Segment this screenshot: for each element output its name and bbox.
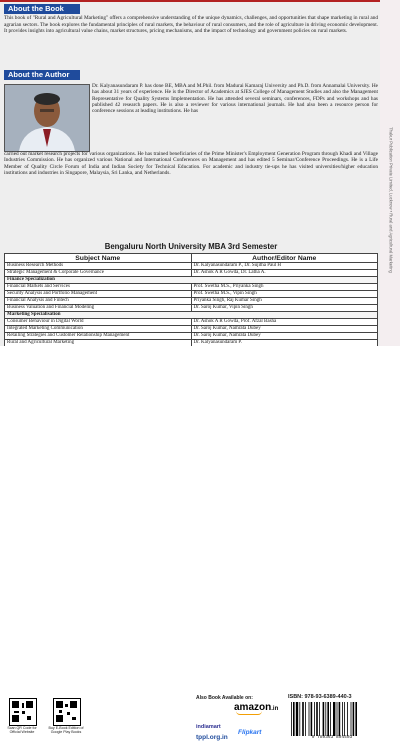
subject-cell: Strategic Management & Corporate Governance — [5, 270, 192, 277]
table-row — [5, 263, 378, 270]
barcode-bar — [337, 702, 338, 736]
table-row — [5, 284, 378, 291]
author-cell: Dr. Saroj Kumar, Namrata Dubey — [191, 333, 378, 340]
specialisation-row — [5, 277, 378, 284]
author-cell: Prof. Swetha M.S., Vipin Singh — [191, 291, 378, 298]
about-book-heading: About the Book — [4, 4, 80, 14]
author-cell: Dr. Ashok A R Gowda, Dr. Latha A. — [191, 270, 378, 277]
about-book-text: This book of "Rural and Agricultural Marketing" offers a comprehensive understanding of the unique dynamics, challenges, and opportunities that shape marketing in rural and agrarian sectors. The book explores the fundamental principles of rural markets, the behaviour of rural consumers, and the role of agriculture in driving economic development. It provides insights into agricultural value chains, market structures, pricing mechanisms, and the impact of technology and government policies on rural markets. — [4, 15, 378, 35]
subject-cell: Retailing Strategies and Customer Relationship Management — [5, 333, 192, 340]
barcode-icon — [290, 702, 374, 736]
specialisation-row — [5, 312, 378, 319]
barcode-bar — [314, 702, 315, 736]
about-author-heading: About the Author — [4, 70, 80, 80]
barcode-bar — [325, 702, 326, 736]
barcode-bar — [353, 702, 355, 736]
author-column-header: Author/Editor Name — [191, 254, 378, 263]
table-row — [5, 333, 378, 340]
subject-column-header: Subject Name — [5, 254, 192, 263]
author-bio-top: Dr. Kalyanasundaram P. has done BE, MBA and M.Phil. from Madurai Kamaraj University and Ph.D. from Annamalai University. He has about 31 years of experience. He is the Director of Academics at SJES College of Management Studies and also the Management Representative for Quality Systems Implementation. He has attended several seminars, conferences, FDPs and workshops and has published 42 research papers. He is also a reviewer for various international journals. He had also been a resource person for conference sessions at leading institutions. He has — [92, 83, 378, 115]
author-cell: Dr. Ashok A R Gowda, Prof. Afzal Basha — [191, 319, 378, 326]
barcode-bar — [299, 702, 300, 736]
flipkart-wordmark: Flipkart — [238, 729, 262, 736]
barcode-bar — [311, 702, 313, 736]
author-cell: Dr. Saroj Kumar, Vipin Singh — [191, 305, 378, 312]
amazon-logo[interactable] — [234, 702, 278, 715]
barcode-bar — [344, 702, 345, 736]
ebook-qr-code[interactable] — [53, 698, 81, 726]
table-title: Bengaluru North University MBA 3rd Semester — [104, 242, 278, 251]
barcode-bar — [296, 702, 298, 736]
tppl-link[interactable]: tppl.org.in — [196, 734, 228, 741]
subject-cell: Integrated Marketing Communication — [5, 326, 192, 333]
indiamart-logo[interactable] — [196, 724, 221, 730]
author-bio-bottom: carried out market research projects for various organizations. He has trained beneficiaries of the Prime Minister's Employment Generation Program through Khadi and Village Industries Commission. He has organized various National and International Conferences on Management and has edited 5 Seminar/Conference Proceedings. He is a Life Member of Quality Circle Forum of India and Indian Society for Technical Education. For academic and industry tie-ups he has visited universities/higher education institutions and industries in Singapore, Malaysia, Sri Lanka, and Netherlands. — [4, 151, 378, 176]
ebook-qr-label: Buy E-Book Edition of Google Play Books — [48, 726, 84, 734]
author-portrait-icon — [5, 85, 89, 151]
barcode-bar — [339, 702, 341, 736]
subject-cell: Consumer Behaviour in Digital World — [5, 319, 192, 326]
table-header-row — [5, 254, 378, 263]
barcode-bar — [342, 702, 343, 736]
also-available-text: Also Book Available on: — [196, 695, 253, 701]
author-photo — [4, 84, 90, 152]
barcode-bar — [355, 702, 357, 736]
author-cell: Dr. Saroj Kumar, Namrata Dubey — [191, 326, 378, 333]
subject-cell: Security Analysis and Portfolio Management — [5, 291, 192, 298]
author-cell: Priyanka Singh, Raj Kumar Singh — [191, 298, 378, 305]
barcode-bar — [327, 702, 329, 736]
website-qr-code[interactable] — [9, 698, 37, 726]
specialisation-label: Finance Specialization — [5, 277, 378, 284]
table-row — [5, 319, 378, 326]
table-row — [5, 291, 378, 298]
author-cell: Dr. Kalyanasundaram P., Dr. Sujitha Paul H — [191, 263, 378, 270]
footer — [0, 346, 400, 741]
isbn-text: ISBN: 978-93-6389-440-3 — [288, 694, 352, 700]
barcode-number: 9 789363 894403 — [311, 735, 353, 740]
barcode-bar — [351, 702, 352, 736]
barcode-bar — [330, 702, 331, 736]
table-row — [5, 326, 378, 333]
barcode-bar — [302, 702, 304, 736]
author-cell: Dr. Kalyanasundaram P. — [191, 340, 378, 347]
barcode-bar — [291, 702, 292, 736]
barcode-bar — [316, 702, 318, 736]
indiamart-wordmark: indiamart — [196, 724, 221, 730]
subject-cell: Rural and Agricultural Marketing — [5, 340, 192, 347]
barcode-bar — [305, 702, 306, 736]
barcode-bar — [309, 702, 310, 736]
amazon-wordmark: amazon — [234, 702, 272, 713]
subject-cell: Financial Analysis and Fintech — [5, 298, 192, 305]
barcode-bar — [347, 702, 348, 736]
author-cell: Prof. Swetha M.S., Priyanka Singh — [191, 284, 378, 291]
barcode-bar — [323, 702, 325, 736]
specialisation-label: Marketing Specialisation — [5, 312, 378, 319]
flipkart-logo[interactable] — [238, 729, 261, 736]
barcode-bar — [293, 702, 295, 736]
website-qr-label: Scan QR Code for Official Website — [7, 726, 37, 734]
table-row — [5, 270, 378, 277]
table-row — [5, 305, 378, 312]
subject-cell: Business Valuation and Financial Modeling — [5, 305, 192, 312]
spine-text: Thakur Publication Private Limited, Lucknow • Rural and Agricultural Marketing — [388, 127, 394, 273]
subject-cell: Financial Markets and Services — [5, 284, 192, 291]
amazon-suffix: .in — [271, 706, 279, 712]
table-row — [5, 298, 378, 305]
barcode-bar — [333, 702, 335, 736]
subject-cell: Business Research Methods — [5, 263, 192, 270]
barcode-bar — [319, 702, 320, 736]
